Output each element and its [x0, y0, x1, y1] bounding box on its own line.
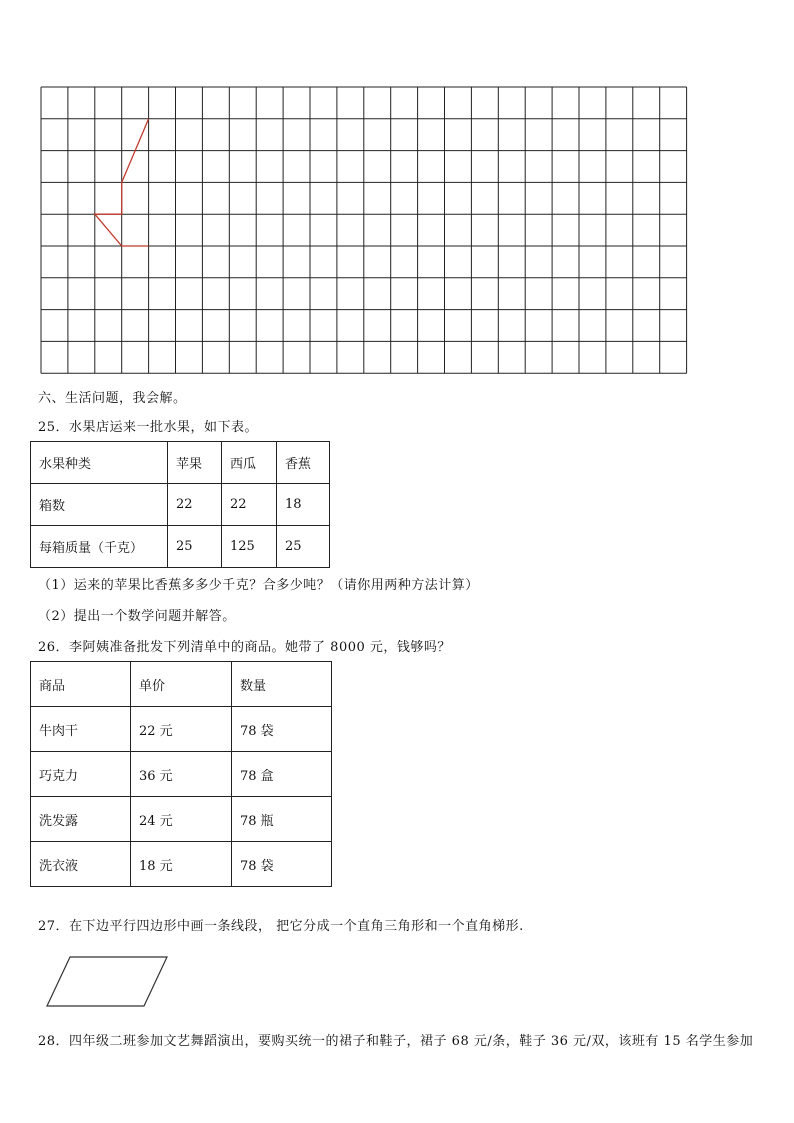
- table-row: [31, 842, 332, 887]
- table-cell: 18: [277, 484, 330, 526]
- parallelogram-figure: [30, 945, 180, 1011]
- table-cell: 25: [168, 526, 222, 568]
- table-cell: 每箱质量（千克）: [31, 526, 168, 568]
- table-cell: 洗发露: [31, 797, 131, 842]
- table-cell: 78 瓶: [232, 797, 332, 842]
- table-cell: 78 盒: [232, 752, 332, 797]
- table-cell: 洗衣液: [31, 842, 131, 887]
- table-cell: 巧克力: [31, 752, 131, 797]
- table-cell: 25: [277, 526, 330, 568]
- table-row: [31, 707, 332, 752]
- table-row: [31, 484, 330, 526]
- table-cell: 香蕉: [277, 442, 330, 484]
- parallelogram-shape: [47, 957, 167, 1006]
- table-row: [31, 526, 330, 568]
- table-cell: 牛肉干: [31, 707, 131, 752]
- table-cell: 22 元: [131, 707, 232, 752]
- table-cell: 24 元: [131, 797, 232, 842]
- table-cell: 78 袋: [232, 842, 332, 887]
- table-cell: 西瓜: [222, 442, 277, 484]
- table-row: [31, 797, 332, 842]
- q25-stem: 25．水果店运来一批水果，如下表。: [38, 420, 259, 435]
- table-cell: 22: [168, 484, 222, 526]
- table-cell: 水果种类: [31, 442, 168, 484]
- table-cell: 78 袋: [232, 707, 332, 752]
- table-cell: 苹果: [168, 442, 222, 484]
- table-cell: 单价: [131, 662, 232, 707]
- section-six-title: 六、生活问题，我会解。: [38, 391, 187, 406]
- q25-sub1: （1）运来的苹果比香蕉多多少千克？合多少吨？（请你用两种方法计算）: [38, 578, 479, 593]
- table-cell: 18 元: [131, 842, 232, 887]
- table-cell: 125: [222, 526, 277, 568]
- table-row: [31, 442, 330, 484]
- q25-sub2: （2）提出一个数学问题并解答。: [38, 609, 236, 624]
- q27-stem: 27．在下边平行四边形中画一条线段， 把它分成一个直角三角形和一个直角梯形.: [38, 919, 524, 934]
- table-cell: 36 元: [131, 752, 232, 797]
- q26-stem: 26．李阿姨准备批发下列清单中的商品。她带了 8000 元，钱够吗？: [38, 640, 451, 655]
- table-cell: 22: [222, 484, 277, 526]
- goods-table: [30, 661, 332, 887]
- table-row: [31, 662, 332, 707]
- fruit-table: [30, 441, 330, 568]
- table-cell: 数量: [232, 662, 332, 707]
- q28-stem: 28．四年级二班参加文艺舞蹈演出，要购买统一的裙子和鞋子，裙子 68 元/条，鞋子 36 元/双，该班有 15 名学生参加: [38, 1034, 754, 1049]
- table-cell: 商品: [31, 662, 131, 707]
- table-row: [31, 752, 332, 797]
- square-grid: [0, 0, 794, 380]
- grid-lines: [41, 87, 687, 373]
- table-cell: 箱数: [31, 484, 168, 526]
